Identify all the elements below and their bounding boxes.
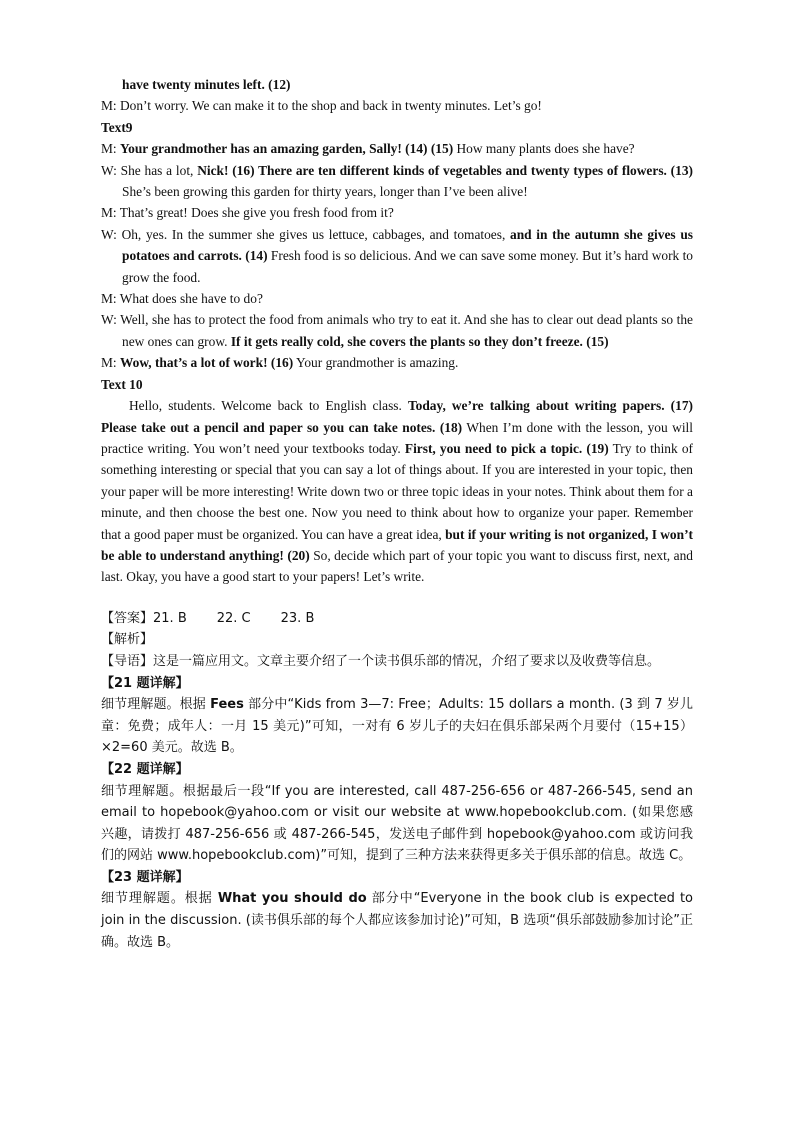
section-heading-text9: Text9 <box>101 119 133 135</box>
analysis-heading: 【解析】 <box>101 632 154 648</box>
q21-heading: 【21 题详解】 <box>101 675 189 691</box>
guide-paragraph: 【导语】这是一篇应用文。文章主要介绍了一个读书俱乐部的情况，介绍了要求以及收费等信息。 <box>101 653 661 669</box>
answer-line: 【答案】21. B 22. C 23. B <box>101 610 315 626</box>
section-heading-text10: Text 10 <box>101 376 143 392</box>
dialogue-turn: M: What does she have to do? <box>101 291 263 307</box>
dialogue-turn: W: She has a lot, Nick! (16) There are ten different kinds of vegetables and twenty types of flowers. (13) She’s been growing this garden for thirty years, longer than I’ve been alive! <box>101 162 693 200</box>
document-page <box>101 74 693 953</box>
transcript-line <box>101 74 693 95</box>
dialogue-turn: M: Your grandmother has an amazing garden, Sally! (14) (15) How many plants does she have? <box>101 141 635 157</box>
q22-heading: 【22 题详解】 <box>101 761 189 777</box>
dialogue-turn: M: That’s great! Does she give you fresh food from it? <box>101 205 394 221</box>
spacer <box>101 588 693 608</box>
monologue-paragraph: Hello, students. Welcome back to English class. Today, we’re talking about writing papers. (17) Please take out a pencil and paper so you can take notes. (18) When I’m done with the lesson, you will practice writing. You won’t need your textbooks today. First, you need to pick a topic. (19) Try to think of something interesting or special that you can say a lot of things about. If you are interested in your topic, then your paper will be more interesting! Write down two or three topic ideas in your notes. Think about them for a minute, and then choose the best one. Now you need to think about how to organize your paper. Remember that a good paper must be organized. You can have a great idea, but if your writing is not organized, I won’t be able to understand anything! (20) So, decide which part of your topic you want to discuss first, next, and last. Okay, you have a good start to your papers! Let’s write. <box>101 398 693 585</box>
dialogue-turn: M: Wow, that’s a lot of work! (16) Your grandmother is amazing. <box>101 355 459 371</box>
dialogue-turn: W: Oh, yes. In the summer she gives us lettuce, cabbages, and tomatoes, and in the autumn she gives us potatoes and carrots. (14) Fresh food is so delicious. And we can save some money. But it’s hard work to grow the food. <box>101 226 693 285</box>
q23-heading: 【23 题详解】 <box>101 869 189 885</box>
transcript-line: M: Don’t worry. We can make it to the shop and back in twenty minutes. Let’s go! <box>101 98 542 114</box>
dialogue-turn: W: Well, she has to protect the food from animals who try to eat it. And she has to clear out dead plants so the new ones can grow. If it gets really cold, she covers the plants so they don’t freeze. (15) <box>101 312 693 349</box>
q22-explanation: 细节理解题。根据最后一段“If you are interested, call 487-256-656 or 487-266-545, send an email to hopebook@yahoo.com or visit our website at www.hopebookclub.com. (如果您感兴趣，请拨打 487-256-656 或 487-266-545，发送电子邮件到 hopebook@yahoo.com 或访问我们的网站 www.hopebookclub.com)”可知，提到了三种方法来获得更多关于俱乐部的信息。故选 C。 <box>101 783 693 864</box>
q23-explanation: 细节理解题。根据 What you should do 部分中“Everyone in the book club is expected to join in the discussion. (读书俱乐部的每个人都应该参加讨论)”可知，B 选项“俱乐部鼓励参加讨论”正确。故选 B。 <box>101 891 693 950</box>
bold-text: have twenty minutes left. (12) <box>122 77 291 92</box>
q21-explanation: 细节理解题。根据 Fees 部分中“Kids from 3—7: Free；Adults: 15 dollars a month. (3 到 7 岁儿童：免费；成年人：一月 15 美元)”可知，一对有 6 岁儿子的夫妇在俱乐部呆两个月要付（15+15）×2=60 美元。故选 B。 <box>101 697 693 756</box>
